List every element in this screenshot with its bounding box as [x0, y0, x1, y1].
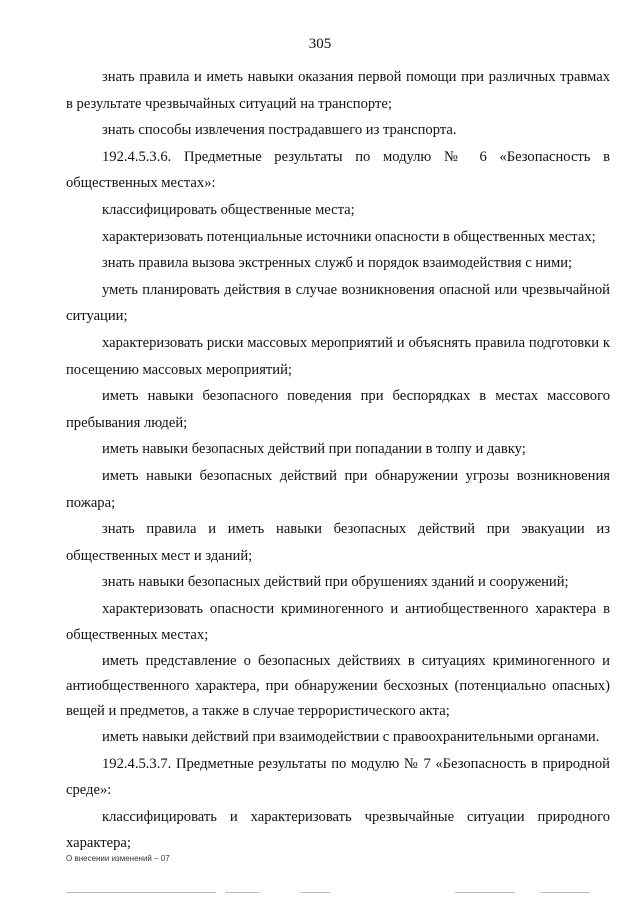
paragraph: знать правила и иметь навыки безопасных действий при эвакуации из общественных мест и зданий; [66, 521, 610, 564]
section-heading: 192.4.5.3.7. Предметные результаты по модулю № 7 «Безопасность в природной среде»: [66, 755, 610, 799]
paragraph: знать правила вызова экстренных служб и порядок взаимодействия с ними; [102, 255, 573, 272]
paragraph: иметь навыки безопасного поведения при беспорядках в местах массового пребывания людей; [66, 388, 610, 431]
paragraph: знать способы извлечения пострадавшего из транспорта. [102, 122, 457, 139]
paragraph: знать навыки безопасных действий при обрушениях зданий и сооружений; [102, 574, 569, 591]
section-heading: 192.4.5.3.6. Предметные результаты по модулю № 6 «Безопасность в общественных местах»: [66, 148, 610, 192]
paragraph: характеризовать потенциальные источники опасности в общественных местах; [102, 228, 596, 245]
paragraph: иметь навыки безопасных действий при обнаружении угрозы возникновения пожара; [66, 467, 610, 511]
paragraph: характеризовать опасности криминогенного и антиобщественного характера в общественных местах; [66, 600, 610, 644]
page-footer: О внесении изменений – 07 [66, 854, 170, 863]
paragraph: иметь навыки безопасных действий при попадании в толпу и давку; [102, 441, 526, 458]
paragraph: классифицировать общественные места; [102, 201, 355, 218]
paragraph: иметь представление о безопасных действиях в ситуациях криминогенного и антиобщественного характера, при обнаружении бесхозных (потенциально опасных) вещей и предметов, а также в случае террористического акта; [66, 653, 610, 720]
paragraph: характеризовать риски массовых мероприятий и объяснять правила подготовки к посещению массовых мероприятий; [66, 334, 610, 378]
paragraph: уметь планировать действия в случае возникновения опасной или чрезвычайной ситуации; [66, 281, 610, 325]
paragraph: иметь навыки действий при взаимодействии с правоохранительными органами. [102, 729, 600, 746]
paragraph: знать правила и иметь навыки оказания первой помощи при различных травмах в результате чрезвычайных ситуаций на транспорте; [66, 69, 610, 112]
page-number: 305 [308, 36, 332, 52]
document-body [66, 64, 610, 857]
scan-artifacts [0, 888, 640, 898]
paragraph: классифицировать и характеризовать чрезвычайные ситуации природного характера; [66, 808, 610, 852]
